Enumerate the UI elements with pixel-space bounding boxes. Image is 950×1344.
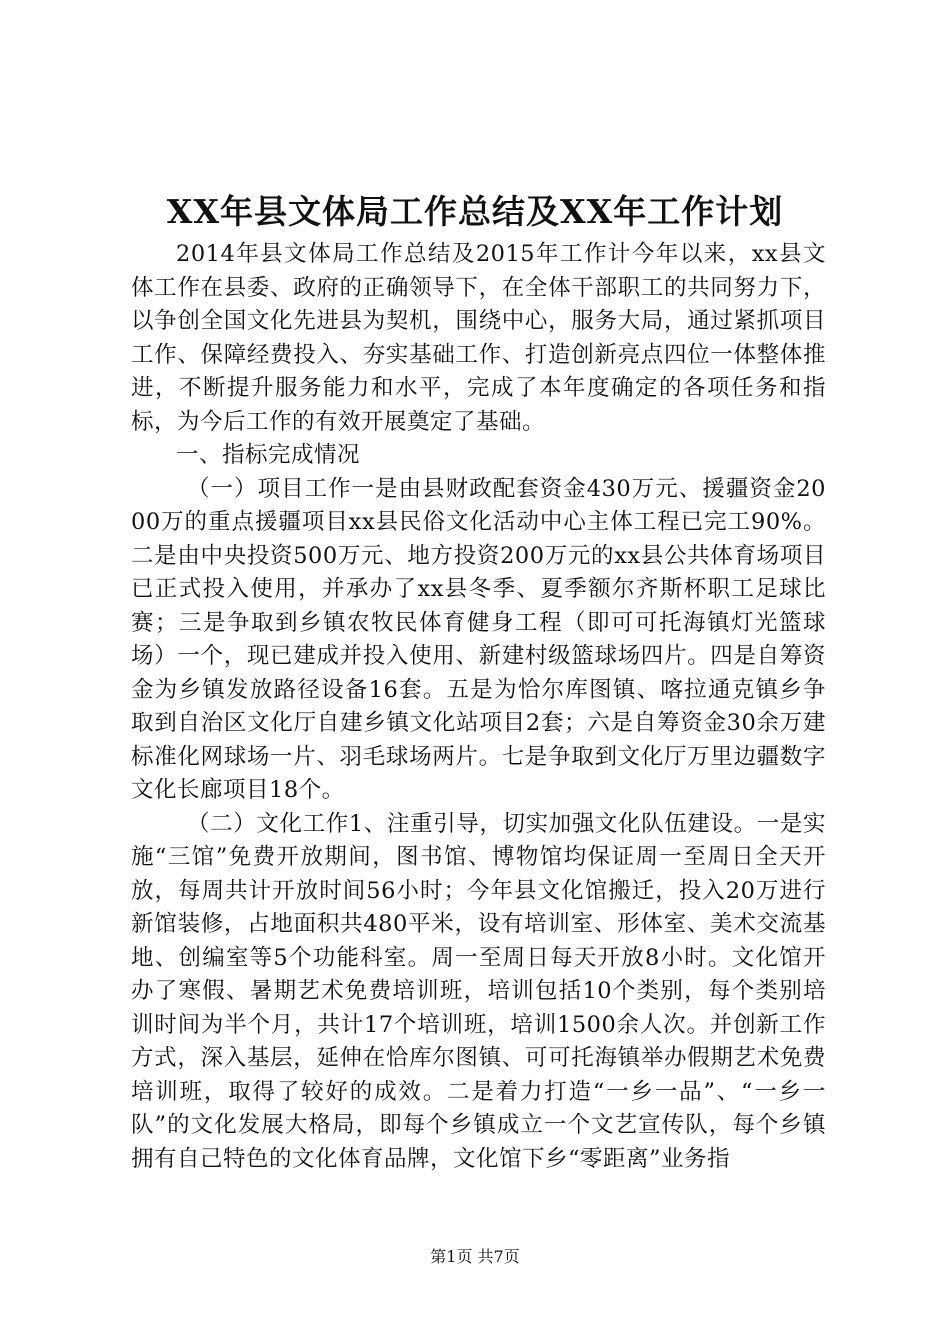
paragraph-intro: 2014年县文体局工作总结及2015年工作计今年以来，xx县文体工作在县委、政府的正确领导下，在全体干部职工的共同努力下，以争创全国文化先进县为契机，围绕中心，服务大局，通过紧抓项目工作、保障经费投入、夯实基础工作、打造创新亮点四位一体整体推进，不断提升服务能力和水平，完成了本年度确定的各项任务和指标，为今后工作的有效开展奠定了基础。: [131, 241, 826, 435]
paragraph-culture: （二）文化工作1、注重引导，切实加强文化队伍建设。一是实施“三馆”免费开放期间，图书馆、博物馆均保证周一至周日全天开放，每周共计开放时间56小时；今年县文化馆搬迁，投入20万进行新馆装修，占地面积共480平米，设有培训室、形体室、美术交流基地、创编室等5个功能科室。周一至周日每天开放8小时。文化馆开办了寒假、暑期艺术免费培训班，培训包括10个类别，每个类别培训时间为半个月，共计17个培训班，培训1500余人次。并创新工作方式，深入基层，延伸在恰库尔图镇、可可托海镇举办假期艺术免费培训班，取得了较好的成效。二是着力打造“一乡一品”、“一乡一队”的文化发展大格局，即每个乡镇成立一个文艺宣传队，每个乡镇拥有自己特色的文化体育品牌，文化馆下乡“零距离”业务指: [131, 810, 826, 1172]
page-number: 第1页 共7页: [430, 1247, 520, 1266]
paragraph-projects: （一）项目工作一是由县财政配套资金430万元、援疆资金2000万的重点援疆项目xx县民俗文化活动中心主体工程已完工90%。二是由中央投资500万元、地方投资200万元的xx县公共体育场项目已正式投入使用，并承办了xx县冬季、夏季额尔齐斯杯职工足球比赛；三是争取到乡镇农牧民体育健身工程（即可可托海镇灯光篮球场）一个，现已建成并投入使用、新建村级篮球场四片。四是自筹资金为乡镇发放路径设备16套。五是为恰尔库图镇、喀拉通克镇乡争取到自治区文化厅自建乡镇文化站项目2套；六是自筹资金30余万建标准化网球场一片、羽毛球场两片。七是争取到文化厅万里边疆数字文化长廊项目18个。: [131, 475, 826, 803]
document-body: [131, 238, 826, 1176]
section-heading: 一、指标完成情况: [176, 442, 361, 468]
document-title: XX年县文体局工作总结及XX年工作计划: [166, 192, 784, 231]
